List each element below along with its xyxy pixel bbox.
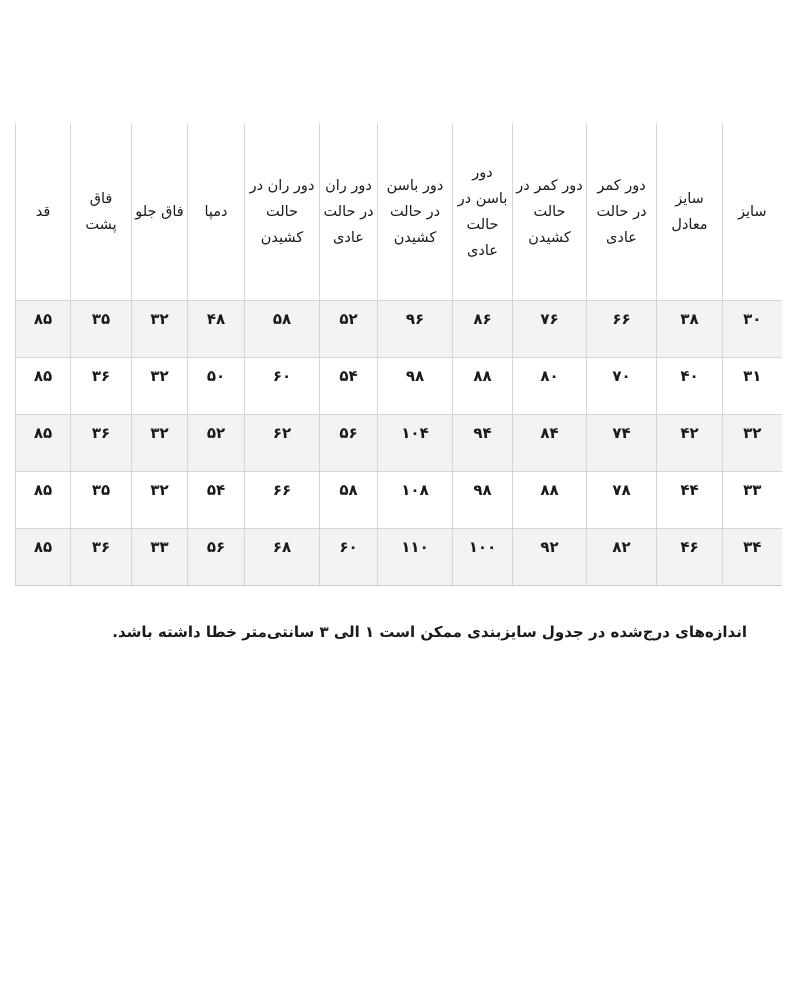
table-cell: ۴۲ <box>657 415 723 472</box>
table-cell: ۵۰ <box>188 358 245 415</box>
table-row <box>16 529 782 586</box>
table-cell: ۳۳ <box>132 529 188 586</box>
table-cell: ۶۶ <box>587 301 657 358</box>
table-cell: ۱۰۴ <box>378 415 453 472</box>
table-cell: ۳۶ <box>71 529 132 586</box>
table-cell: ۵۶ <box>188 529 245 586</box>
table-cell: ۵۲ <box>188 415 245 472</box>
table-cell: ۸۸ <box>453 358 513 415</box>
table-cell: ۹۶ <box>378 301 453 358</box>
table-cell: ۷۴ <box>587 415 657 472</box>
header-front-rise: فاق جلو <box>132 123 188 301</box>
table-cell: ۶۶ <box>245 472 320 529</box>
table-row <box>16 415 782 472</box>
table-cell: ۷۸ <box>587 472 657 529</box>
table-cell: ۹۲ <box>513 529 587 586</box>
table-cell: ۳۶ <box>71 415 132 472</box>
header-thigh-normal: دور ران در حالت عادی <box>320 123 378 301</box>
table-cell: ۶۰ <box>245 358 320 415</box>
header-back-rise: فاق پشت <box>71 123 132 301</box>
header-hem: دمپا <box>188 123 245 301</box>
table-cell: ۳۸ <box>657 301 723 358</box>
table-row <box>16 358 782 415</box>
table-cell: ۴۴ <box>657 472 723 529</box>
table-cell: ۱۱۰ <box>378 529 453 586</box>
table-cell: ۶۰ <box>320 529 378 586</box>
table-cell: ۶۸ <box>245 529 320 586</box>
header-size: سایز <box>723 123 782 301</box>
table-cell: ۳۳ <box>723 472 782 529</box>
header-hip-stretched: دور باسن در حالت کشیدن <box>378 123 453 301</box>
table-cell: ۴۶ <box>657 529 723 586</box>
table-cell: ۳۶ <box>71 358 132 415</box>
table-cell: ۷۶ <box>513 301 587 358</box>
table-cell: ۳۵ <box>71 472 132 529</box>
table-cell: ۵۴ <box>320 358 378 415</box>
table-cell: ۸۰ <box>513 358 587 415</box>
table-cell: ۱۰۸ <box>378 472 453 529</box>
table-cell: ۸۵ <box>16 358 71 415</box>
table-cell: ۸۲ <box>587 529 657 586</box>
table-cell: ۳۵ <box>71 301 132 358</box>
size-table <box>15 123 782 586</box>
table-cell: ۸۵ <box>16 301 71 358</box>
table-cell: ۵۴ <box>188 472 245 529</box>
header-equivalent-size: سایز معادل <box>657 123 723 301</box>
table-cell: ۸۵ <box>16 472 71 529</box>
table-cell: ۳۴ <box>723 529 782 586</box>
table-cell: ۵۲ <box>320 301 378 358</box>
table-cell: ۳۲ <box>132 358 188 415</box>
table-cell: ۵۶ <box>320 415 378 472</box>
table-cell: ۱۰۰ <box>453 529 513 586</box>
size-chart <box>15 123 781 586</box>
header-length: قد <box>16 123 71 301</box>
table-cell: ۹۸ <box>378 358 453 415</box>
table-row <box>16 472 782 529</box>
table-cell: ۳۰ <box>723 301 782 358</box>
table-cell: ۵۸ <box>245 301 320 358</box>
table-cell: ۸۶ <box>453 301 513 358</box>
header-hip-normal: دور باسن در حالت عادی <box>453 123 513 301</box>
table-cell: ۷۰ <box>587 358 657 415</box>
table-cell: ۳۲ <box>723 415 782 472</box>
table-cell: ۹۴ <box>453 415 513 472</box>
header-waist-stretched: دور کمر در حالت کشیدن <box>513 123 587 301</box>
table-cell: ۸۵ <box>16 415 71 472</box>
table-cell: ۸۴ <box>513 415 587 472</box>
header-row <box>16 123 782 301</box>
table-cell: ۳۲ <box>132 472 188 529</box>
header-thigh-stretched: دور ران در حالت کشیدن <box>245 123 320 301</box>
table-cell: ۳۲ <box>132 301 188 358</box>
header-waist-normal: دور کمر در حالت عادی <box>587 123 657 301</box>
table-cell: ۳۲ <box>132 415 188 472</box>
table-cell: ۸۸ <box>513 472 587 529</box>
table-cell: ۸۵ <box>16 529 71 586</box>
table-cell: ۹۸ <box>453 472 513 529</box>
table-cell: ۴۰ <box>657 358 723 415</box>
measurement-tolerance-note: اندازه‌های درج‌شده در جدول سایزبندی ممکن است ۱ الی ۳ سانتی‌متر خطا داشته باشد. <box>112 623 747 641</box>
table-cell: ۳۱ <box>723 358 782 415</box>
table-row <box>16 301 782 358</box>
table-cell: ۶۲ <box>245 415 320 472</box>
table-cell: ۴۸ <box>188 301 245 358</box>
table-cell: ۵۸ <box>320 472 378 529</box>
